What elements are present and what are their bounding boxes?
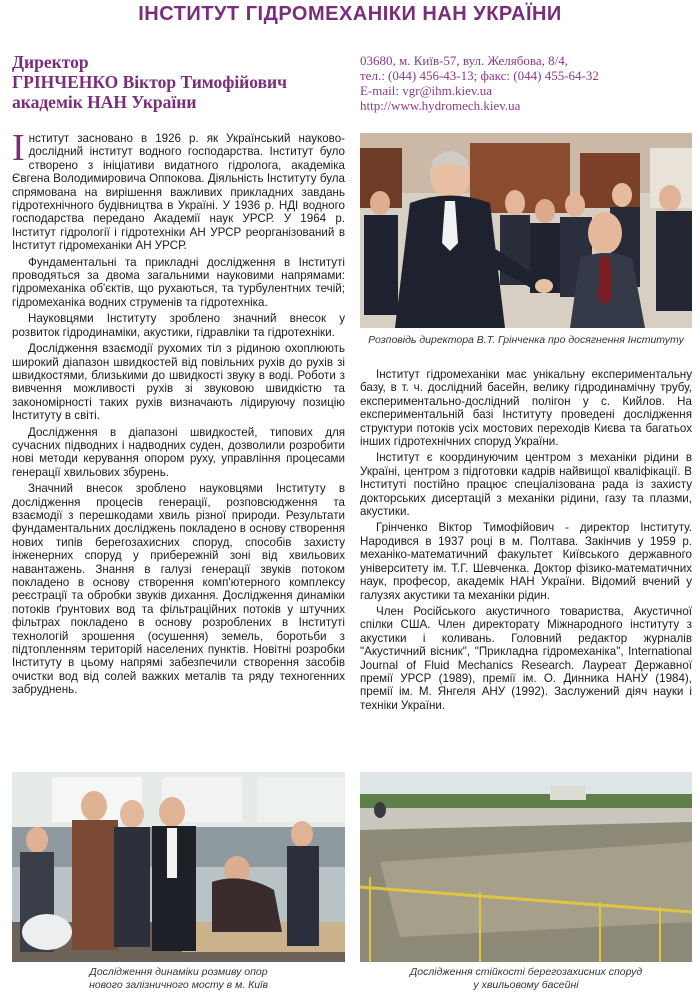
contact-email[interactable]: E-mail: vgr@ihm.kiev.ua <box>360 83 493 98</box>
photo-wave-basin <box>360 772 692 962</box>
paragraph: Член Російського акустичного товариства, Акустичної спілки США. Член директорату Міжнародного інституту з акустики і коливань. Головний редактор журналів "Акустичний вісник", "Прикладна гідромеханіка", International Journal of Fluid Mechanics Research. Лауреат Державної премії УРСР (1989), премії ім. О. Динника НАНУ (1984), премії ім. М. Янгеля АНУ (1992). Заслужений діяч науки і техніки України. <box>360 604 692 712</box>
director-rank: академік НАН України <box>12 92 197 112</box>
paragraph: Значний внесок зроблено науковцями Інституту в дослідження процесів генерації, розповсюдження та взаємодії з перешкодами хвиль різної природи. Результати фундаментальних досліджень покладено в основу створення нових типів берегозахисних споруд, способів захисту інженерних споруд у прибережній зоні від хвильових навантажень. Знання в галузі генерації звуків потоком покладено в основу створення комп'ютерного комплексу реєстрації та обробки звуків дихання. Дослідження динаміки потоків ґрунтових вод та фільтраційних потоків у штучних фільтрах покладено в основу розроблених в Інституті технологій зрошення (осушення) земель, боротьби з підтопленням територій населених пунктів. Новітні розробки Інституту в цьому напрямі забезпечили створення засобів очистки вод від солей важких металів та ряду техногенних забруднень. <box>12 482 345 697</box>
contact-address: 03680, м. Київ-57, вул. Желябова, 8/4, <box>360 53 568 68</box>
contact-block <box>360 53 690 113</box>
page-title: ІНСТИТУТ ГІДРОМЕХАНІКИ НАН УКРАЇНИ <box>138 3 562 25</box>
photo-bridge-model-lab <box>12 772 345 962</box>
left-text-column <box>12 127 345 700</box>
paragraph: Інститут засновано в 1926 р. як Український науково-дослідний інститут водного господарства. Інститут було створено з ініціативи видатного гідролога, академіка Євгена Володимировича Оппокова. Діяльність Інституту була спрямована на вирішення важливих прикладних завдань гідротехнічного будівництва в Україні. У 1936 р. НДІ водного господарства передано Академії наук УРСР. У 1964 р. Інститут гідрології і гідротехніки АН УРСР реорганізований в Інститут гідромеханіки АН УРСР. <box>12 127 345 253</box>
caption-photo-director: Розповідь директора В.Т. Грінченка про досягнення Інституту <box>368 334 684 346</box>
caption-photo-basin: Дослідження стійкості берегозахисних споруд у хвильовому басейні <box>409 966 643 991</box>
paragraph: Фундаментальні та прикладні дослідження в Інституті проводяться за двома загальними науковими напрямами: гідромеханіка об'єктів, що рухаються, та турбулентних течій; гідромеханіка водних струменів та гідротехніка. <box>12 255 345 309</box>
director-name: ГРІНЧЕНКО Віктор Тимофійович <box>12 72 287 92</box>
director-block <box>12 52 342 112</box>
contact-website[interactable]: http://www.hydromech.kiev.ua <box>360 98 521 113</box>
right-text-column <box>360 368 692 715</box>
director-role: Директор <box>12 52 89 72</box>
drop-cap: І <box>12 127 25 169</box>
contact-phones: тел.: (044) 456-43-13; факс: (044) 455-64-32 <box>360 68 599 83</box>
caption-photo-bridge: Дослідження динаміки розмиву опор нового залізничного мосту в м. Київ <box>89 966 268 991</box>
paragraph: Дослідження в діапазоні швидкостей, типових для сучасних підводних і надводних суден, дозволили розробити нові методи керування опором руху, управління процесами генерації хвильових збурень. <box>12 425 345 479</box>
paragraph: Дослідження взаємодії рухомих тіл з рідиною охоплюють широкий діапазон швидкостей від повільних рухів до рухів зі швидкостями, близькими до швидкості звуку в воді. Роботи з вивчення можливості рухів зі звуковою швидкістю та закономірності таких рухів визначають лідируючу позицію Інституту в світі. <box>12 342 345 423</box>
paragraph: Грінченко Віктор Тимофійович - директор Інституту. Народився в 1937 році в м. Полтава. Закінчив у 1959 р. механіко-математичний факультет Київського державного університету ім. Т.Г. Шевченка. Доктор фізико-математичних наук, професор, академік НАН України. Відомий вчений у галузях акустики та механіки рідин. <box>360 521 692 602</box>
paragraph: Науковцями Інституту зроблено значний внесок у розвиток гідродинаміки, акустики, гідравліки та гідротехніки. <box>12 312 345 339</box>
photo-director-presentation <box>360 133 692 328</box>
paragraph: Інститут гідромеханіки має унікальну експериментальну базу, в т. ч. дослідний басейн, велику гідродинамічну трубу, експериментально-дослідний полігон у с. Кийлов. На експериментальній базі Інституту проведені дослідження структури потоків усіх мостових переходів Києва та багатьох інших гідротехнічних споруд України. <box>360 368 692 449</box>
paragraph: Інститут є координуючим центром з механіки рідини в Україні, центром з підготовки кадрів найвищої кваліфікації. В Інституті постійно працює спеціалізована рада із захисту докторських дисертацій з механіки рідини, газу та плазми, акустики. <box>360 451 692 519</box>
